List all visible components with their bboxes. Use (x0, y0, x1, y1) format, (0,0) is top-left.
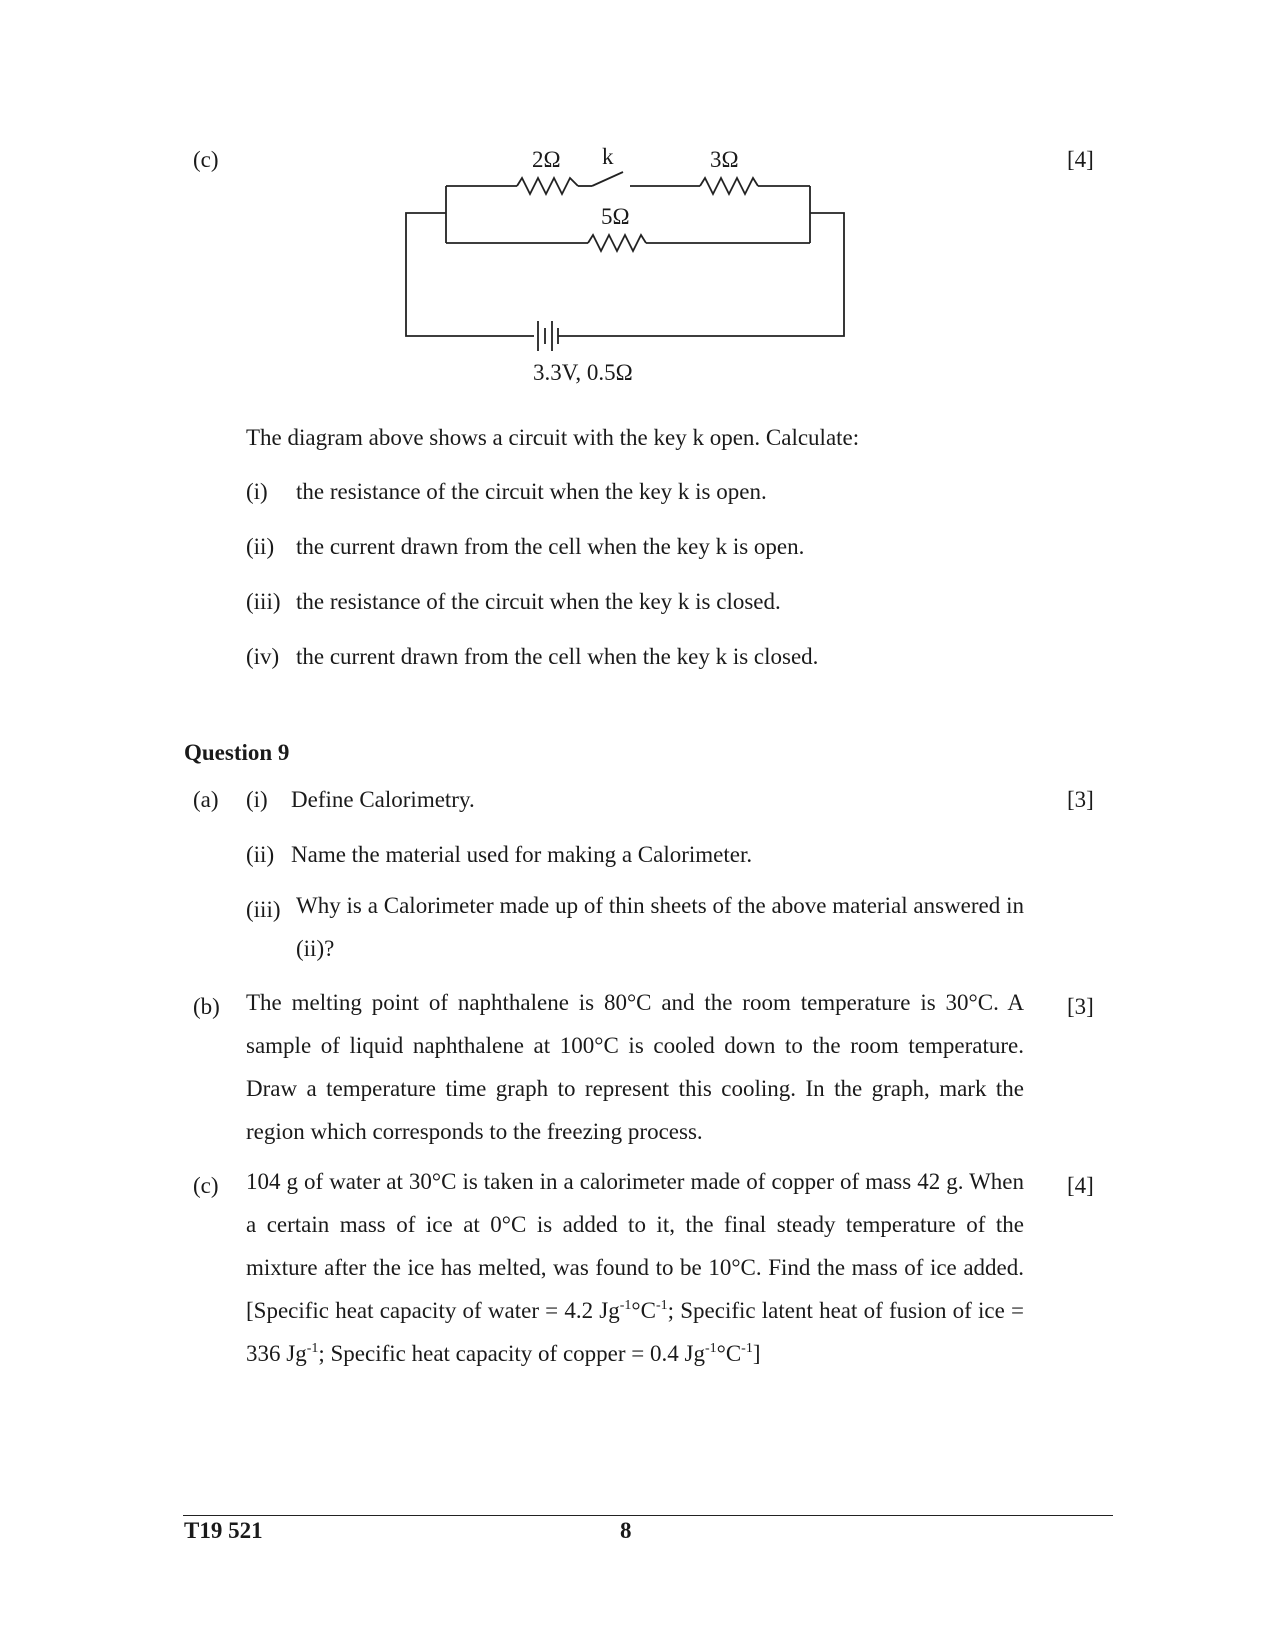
key-k-blade (592, 172, 623, 186)
footer-code: T19 521 (184, 1518, 263, 1543)
q9c-sup3: -1 (306, 1341, 319, 1356)
question-9-heading: Question 9 (184, 740, 290, 765)
part-c-label: (c) (193, 147, 219, 172)
q9b-text: The melting point of naphthalene is 80°C and the room temperature is 30°C. A sample of liquid naphthalene at 100°C is cooled down to the room temperature. Draw a temperature time graph to represent this cooling. In the graph, mark the region which corresponds to the freezing process. (246, 990, 1024, 1144)
q9a-i-text: Define Calorimetry. (291, 787, 475, 812)
q9c-mid1: °C (631, 1298, 656, 1323)
q9c-label: (c) (193, 1173, 219, 1198)
q9a-marks: [3] (1067, 787, 1094, 812)
item-ii-text: the current drawn from the cell when the key k is open. (296, 534, 805, 559)
q9c-text-part3: ; Specific heat capacity of copper = 0.4 Jg (318, 1341, 705, 1366)
outer-wire-right (558, 213, 844, 336)
footer-rule (183, 1515, 1113, 1516)
label-3ohm: 3Ω (710, 147, 739, 172)
item-i-text: the resistance of the circuit when the key k is open. (296, 479, 767, 504)
resistor-5ohm (588, 235, 646, 251)
item-ii-num: (ii) (246, 534, 275, 559)
q9a-label: (a) (193, 787, 219, 812)
q9c-text-part1: 104 g of water at 30°C is taken in a calorimeter made of copper of mass 42 g. When a certain mass of ice at 0°C is added to it, the final steady temperature of the mixture after the ice has melted, was found to be 10°C. Find the mass of ice added. [Specific heat capacity of water = 4.2 Jg (246, 1169, 1024, 1323)
outer-wire-left (406, 213, 534, 336)
label-cell: 3.3V, 0.5Ω (533, 360, 633, 385)
item-iv-text: the current drawn from the cell when the key k is closed. (296, 644, 819, 669)
q9a-iii-num: (iii) (246, 897, 281, 922)
item-iv-num: (iv) (246, 644, 280, 669)
item-iii-text: the resistance of the circuit when the key k is closed. (296, 589, 781, 614)
q9c-text (246, 1160, 1024, 1375)
label-key-k: k (602, 144, 614, 169)
item-iii-num: (iii) (246, 589, 281, 614)
q9c-sup4: -1 (704, 1341, 717, 1356)
q9c-sup1: -1 (619, 1298, 632, 1313)
q9a-i-num: (i) (246, 787, 268, 812)
page-number: 8 (620, 1518, 632, 1543)
resistor-2ohm (517, 178, 578, 194)
q9c-marks: [4] (1067, 1173, 1094, 1198)
q9c-text-end: ] (752, 1341, 761, 1366)
part-c-marks: [4] (1067, 147, 1094, 172)
q9b-label: (b) (193, 994, 220, 1019)
q9a-ii-text: Name the material used for making a Calorimeter. (291, 842, 753, 867)
item-i-num: (i) (246, 479, 268, 504)
q9c-mid2: °C (716, 1341, 742, 1366)
circuit-diagram (0, 0, 1275, 400)
q9c-text-part2: ; Specific latent heat of fusion of ice = 336 Jg (246, 1298, 1024, 1366)
q9c-sup5: -1 (741, 1341, 753, 1356)
label-5ohm: 5Ω (601, 204, 630, 229)
label-2ohm: 2Ω (532, 147, 561, 172)
q9c-sup2: -1 (655, 1298, 668, 1313)
q9a-iii-text: Why is a Calorimeter made up of thin sheets of the above material answered in (ii)? (296, 893, 1024, 961)
q9a-ii-num: (ii) (246, 842, 275, 867)
resistor-3ohm (700, 178, 758, 194)
part-c-intro: The diagram above shows a circuit with the key k open. Calculate: (246, 425, 860, 450)
q9b-marks: [3] (1067, 994, 1094, 1019)
